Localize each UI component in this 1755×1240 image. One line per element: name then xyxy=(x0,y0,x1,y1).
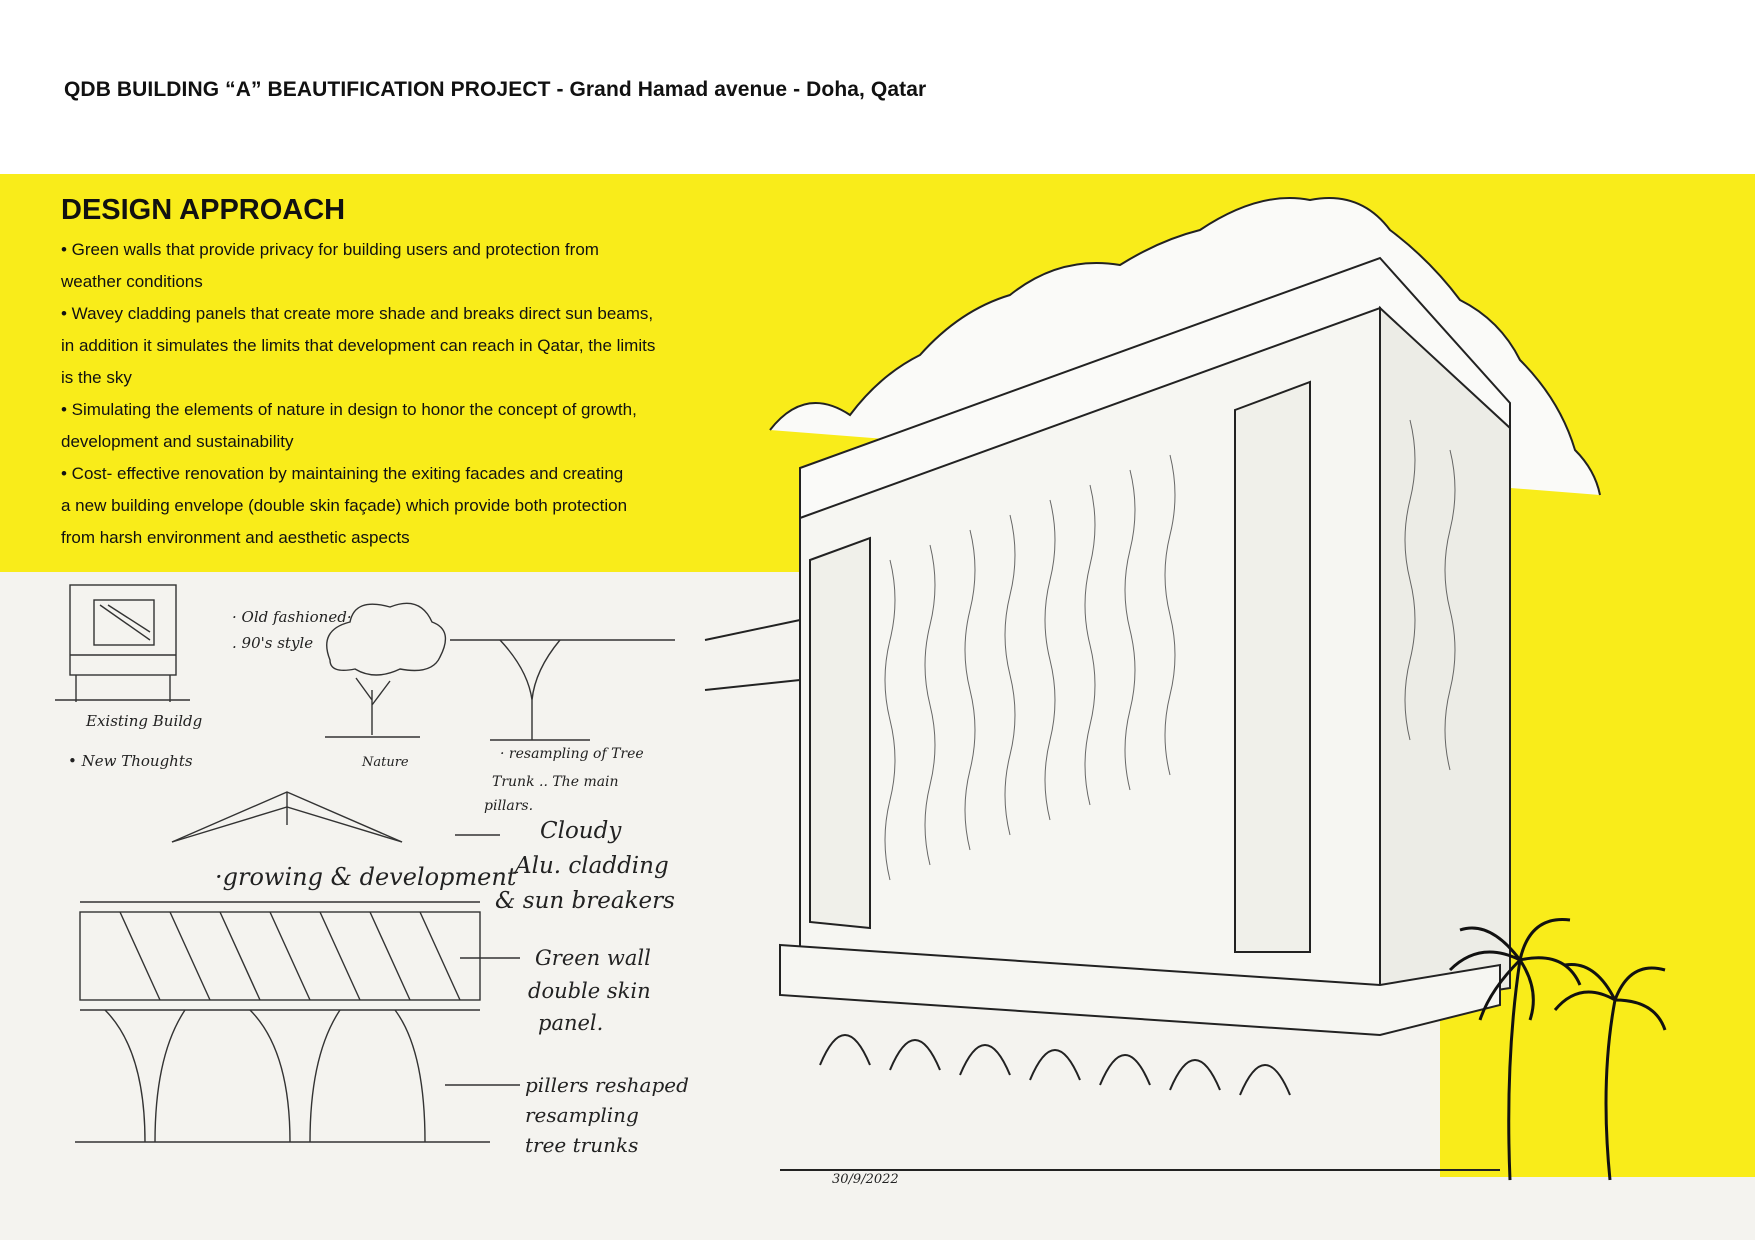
note-new-thoughts: • New Thoughts xyxy=(68,752,193,770)
note-pillars: pillars. xyxy=(484,798,534,814)
note-sun-breakers: & sun breakers xyxy=(495,888,675,914)
bullet-line: • Wavey cladding panels that create more shade and breaks direct sun beams, xyxy=(61,304,654,323)
note-pillars-reshaped: pillers reshaped xyxy=(525,1073,689,1097)
note-trunk-main: Trunk .. The main xyxy=(492,774,619,790)
note-alu-cladding: Alu. cladding xyxy=(515,853,669,879)
note-old-fashioned: · Old fashioned· xyxy=(232,608,352,626)
note-resampling: resampling xyxy=(525,1103,639,1127)
bullet-line: is the sky xyxy=(61,368,132,387)
page-title: QDB BUILDING “A” BEAUTIFICATION PROJECT - Grand Hamad avenue - Doha, Qatar xyxy=(64,78,927,101)
bullet-line: in addition it simulates the limits that development can reach in Qatar, the limits xyxy=(61,336,656,355)
note-green-wall: Green wall xyxy=(535,946,651,970)
bullet-line: development and sustainability xyxy=(61,432,294,451)
bullet-line: • Simulating the elements of nature in design to honor the concept of growth, xyxy=(61,400,637,419)
bullet-line: from harsh environment and aesthetic aspects xyxy=(61,528,410,547)
note-nature: Nature xyxy=(362,755,409,770)
note-90s-style: . 90's style xyxy=(232,634,314,652)
bullet-line: weather conditions xyxy=(61,272,203,291)
sketch-date: 30/9/2022 xyxy=(832,1172,899,1187)
design-approach-title: DESIGN APPROACH xyxy=(61,194,346,226)
bullet-line: • Green walls that provide privacy for building users and protection from xyxy=(61,240,599,259)
note-resampling-tree: · resampling of Tree xyxy=(500,746,644,762)
note-growing-development: ·growing & development xyxy=(215,863,517,891)
note-cloudy: Cloudy xyxy=(540,818,622,844)
note-double-skin: double skin xyxy=(528,979,651,1003)
note-existing-building: Existing Buildg xyxy=(86,712,203,730)
note-panel: panel. xyxy=(538,1011,604,1035)
bullet-line: a new building envelope (double skin façade) which provide both protection xyxy=(61,496,628,515)
bullet-line: • Cost- effective renovation by maintaining the exiting facades and creating xyxy=(61,464,624,483)
note-tree-trunks: tree trunks xyxy=(525,1133,639,1157)
